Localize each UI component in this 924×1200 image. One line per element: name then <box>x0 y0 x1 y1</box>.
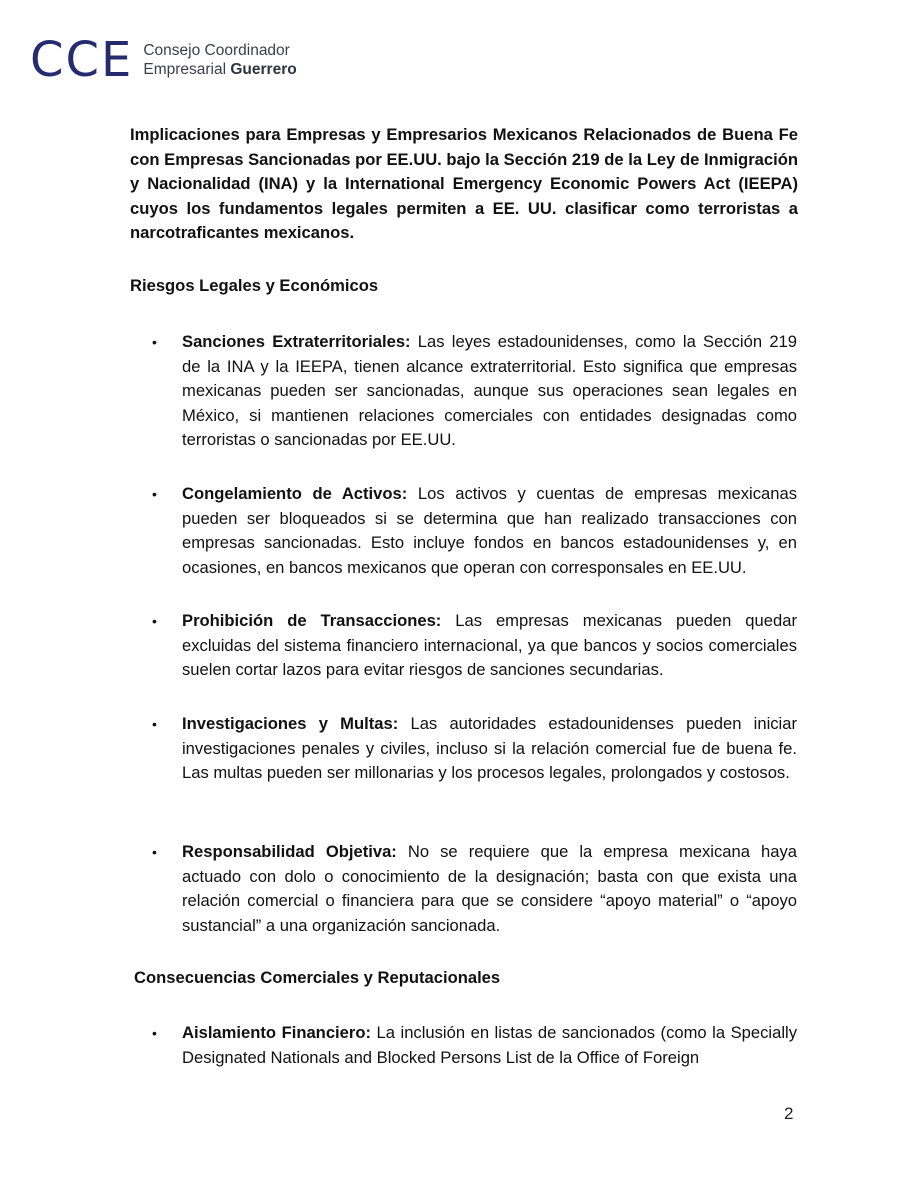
list-item-text: Las empresas mexicanas pueden quedar excluidas del sistema financiero internacional, ya que bancos y socios comerciales suelen cortar lazos para evitar riesgos de sanciones secundarias. <box>182 611 797 679</box>
logo-line-2 <box>143 60 296 79</box>
list-item-lead: Investigaciones y Multas: <box>182 714 399 733</box>
logo-line-1: Consejo Coordinador <box>143 42 290 59</box>
list-item-lead: Congelamiento de Activos: <box>182 484 408 503</box>
list-item-lead: Responsabilidad Objetiva: <box>182 842 397 861</box>
list-item-text: Las autoridades estadounidenses pueden iniciar investigaciones penales y civiles, incluso si la relación comercial fue de buena fe. Las multas pueden ser millonarias y los procesos legales, prolongados y costosos. <box>182 714 797 782</box>
list-item <box>152 712 797 786</box>
bullet-icon: • <box>152 844 157 860</box>
list-item-lead: Aislamiento Financiero: <box>182 1023 372 1042</box>
list-item <box>152 609 797 683</box>
list-item <box>152 1021 797 1070</box>
logo-line-2-plain: Empresarial <box>143 61 231 78</box>
list-item <box>152 840 797 938</box>
bullet-icon: • <box>152 1025 157 1041</box>
bullet-icon: • <box>152 716 157 732</box>
section-heading-risks: Riesgos Legales y Económicos <box>130 276 379 295</box>
list-item <box>152 330 797 453</box>
document-title: Implicaciones para Empresas y Empresarios Mexicanos Relacionados de Buena Fe con Empresas Sancionadas por EE.UU. bajo la Sección 219 de la Ley de Inmigración y Nacionalidad (INA) y la International Emergency Economic Powers Act (IEEPA) cuyos los fundamentos legales permiten a EE. UU. clasificar como terroristas a narcotraficantes mexicanos. <box>130 125 798 242</box>
logo-mark: CCE <box>30 32 134 88</box>
page-number: 2 <box>784 1104 794 1123</box>
list-item <box>152 482 797 580</box>
cce-logo <box>30 32 297 88</box>
section-heading-consequences: Consecuencias Comerciales y Reputacionales <box>134 968 501 987</box>
logo-text <box>143 41 296 79</box>
logo-line-2-bold: Guerrero <box>230 61 297 78</box>
list-item-lead: Sanciones Extraterritoriales: <box>182 332 411 351</box>
list-item-text: No se requiere que la empresa mexicana haya actuado con dolo o conocimiento de la designación; basta con que exista una relación comercial o financiera para que se considere “apoyo material” o “apoyo sustancial” a una organización sancionada. <box>182 842 797 935</box>
list-item-text: Las leyes estadounidenses, como la Sección 219 de la INA y la IEEPA, tienen alcance extraterritorial. Esto significa que empresas mexicanas pueden ser sancionadas, aunque sus operaciones sean legales en México, si mantienen relaciones comerciales con entidades designadas como terroristas o sancionadas por EE.UU. <box>182 332 797 449</box>
list-item-text: La inclusión en listas de sancionados (como la Specially Designated Nationals and Blocked Persons List de la Office of Foreign <box>182 1023 797 1067</box>
list-item-text: Los activos y cuentas de empresas mexicanas pueden ser bloqueados si se determina que han realizado transacciones con empresas sancionadas. Esto incluye fondos en bancos estadounidenses y, en ocasiones, en bancos mexicanos que operan con corresponsales en EE.UU. <box>182 484 797 577</box>
bullet-icon: • <box>152 334 157 350</box>
list-item-lead: Prohibición de Transacciones: <box>182 611 442 630</box>
bullet-icon: • <box>152 486 157 502</box>
bullet-icon: • <box>152 613 157 629</box>
